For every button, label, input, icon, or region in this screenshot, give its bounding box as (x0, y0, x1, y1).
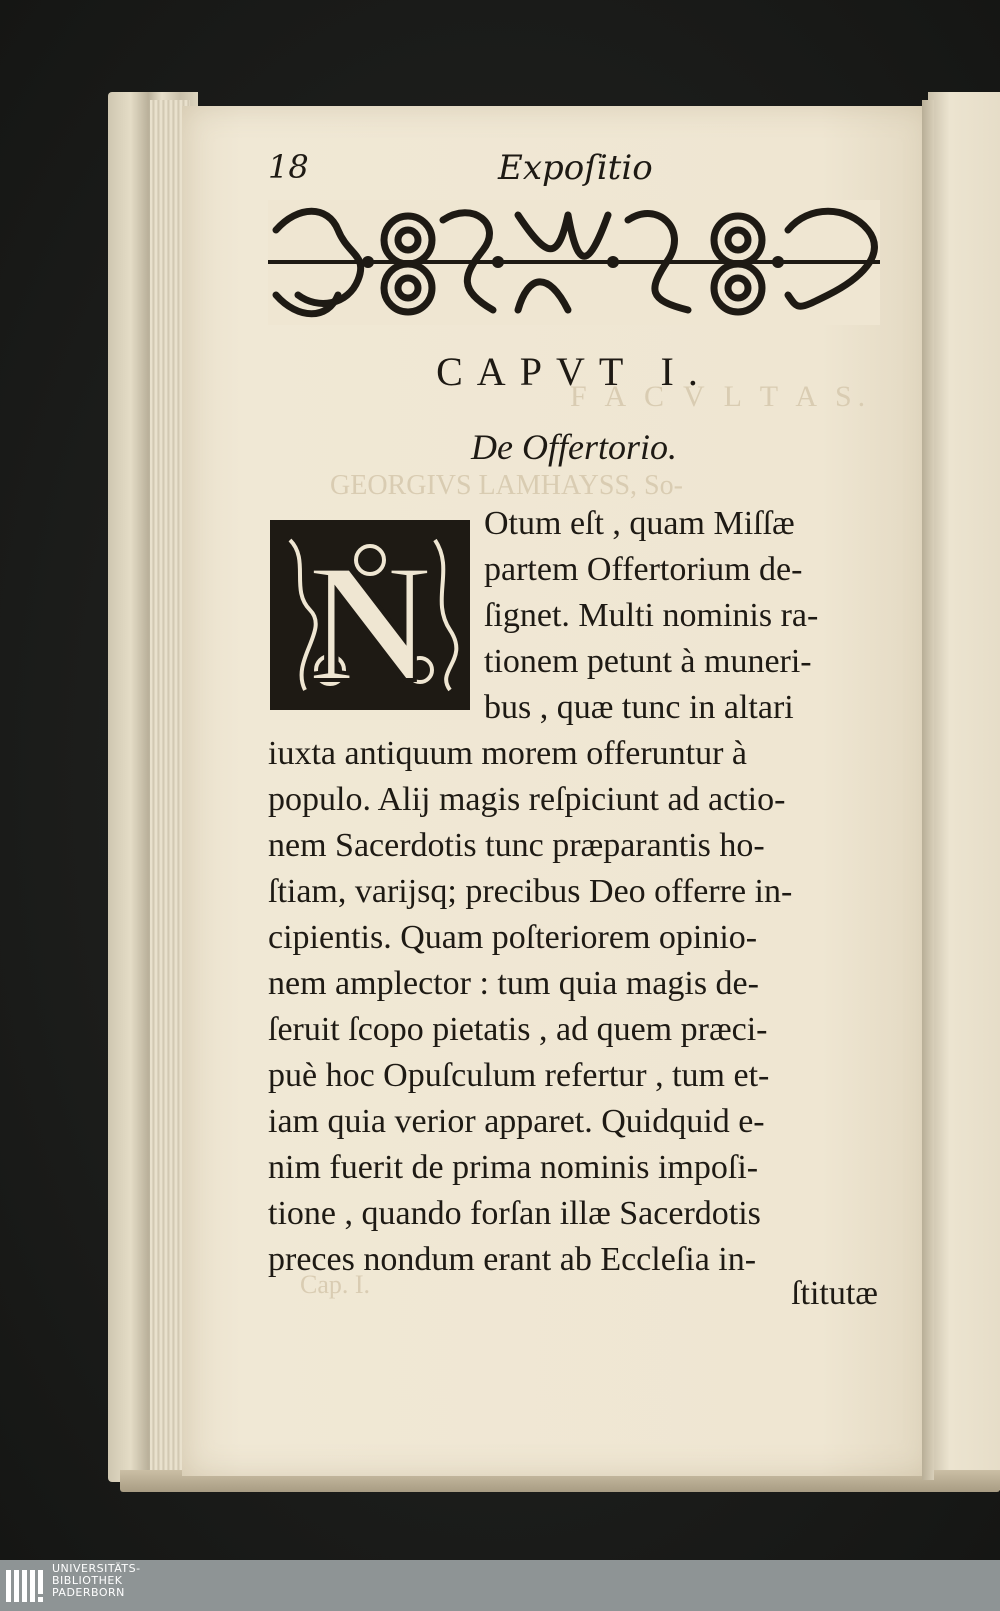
text-line: bus , quæ tunc in altari (484, 689, 794, 726)
text-line: Otum eſt , quam Miſſæ (484, 505, 795, 542)
text-line: ſignet. Multi nominis ra- (484, 597, 819, 634)
text-line: ſtiam, varijsq; precibus Deo offerre in- (268, 873, 793, 910)
text-line: iuxta antiquum morem offeruntur à (268, 735, 748, 772)
library-name-line: PADERBORN (52, 1586, 125, 1599)
catchword: ſtitutæ (791, 1275, 878, 1312)
chapter-subtitle: De Offertorio. (471, 427, 677, 467)
bleed-through-text: Cap. I. (300, 1270, 371, 1299)
library-name-line: BIBLIOTHEK (52, 1574, 123, 1587)
running-head (268, 148, 878, 198)
text-line: nem Sacerdotis tunc præparantis ho- (268, 827, 765, 864)
text-line: nim fuerit de prima nominis impoſi- (268, 1149, 759, 1186)
page-number: 18 (268, 148, 309, 186)
facing-page-edge (928, 92, 1000, 1490)
text-line: preces nondum erant ab Eccleſia in- (268, 1241, 757, 1278)
text-line: tione , quando forſan illæ Sacerdotis (268, 1195, 761, 1232)
library-name-line: UNIVERSITÄTS- (52, 1562, 141, 1575)
text-line: tionem petunt à muneri- (484, 643, 812, 680)
bleed-through-text: F A C V L T A S. (570, 380, 872, 413)
library-footer-bar (0, 1560, 1000, 1611)
gutter (922, 100, 934, 1480)
running-title: Expoſitio (498, 148, 653, 188)
text-line: ſeruit ſcopo pietatis , ad quem præci- (268, 1011, 768, 1048)
decorated-initial (270, 520, 470, 710)
text-line: puè hoc Opuſculum refertur , tum et- (268, 1057, 770, 1094)
library-name (52, 1563, 141, 1599)
text-line: nem amplector : tum quia magis de- (268, 965, 759, 1002)
chapter-heading: CAPVT I. (436, 349, 712, 394)
bleed-through-text: GEORGIVS LAMHAYSS, So- (330, 470, 683, 501)
ornamental-headpiece (268, 200, 880, 325)
text-line: partem Offertorium de- (484, 551, 803, 588)
text-line: populo. Alij magis reſpiciunt ad actio- (268, 781, 786, 818)
text-line: iam quia verior apparet. Quidquid e- (268, 1103, 765, 1140)
text-line: cipientis. Quam poſteriorem opinio- (268, 919, 758, 956)
library-logo-icon (4, 1566, 46, 1606)
svg-text:N: N (308, 529, 432, 710)
